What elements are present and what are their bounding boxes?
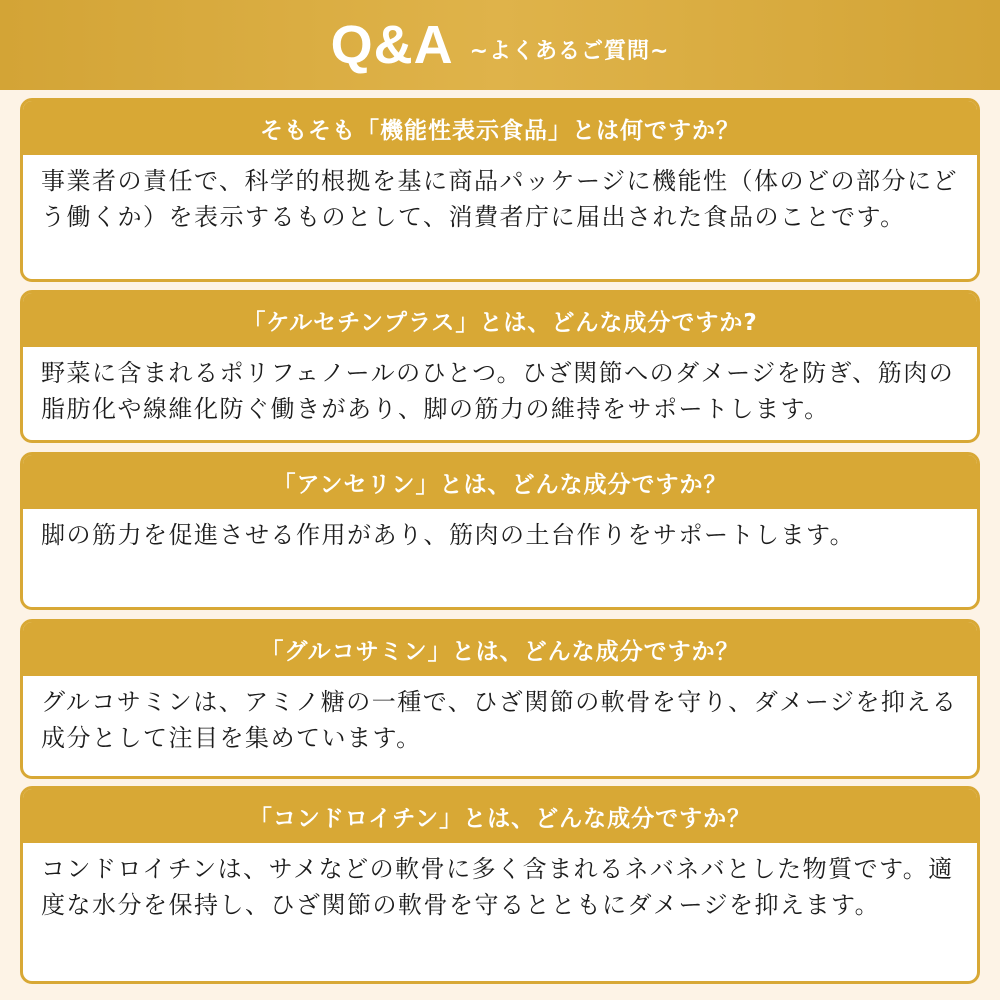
header-banner xyxy=(0,0,1000,90)
faq-item-chondroitin xyxy=(20,786,980,984)
page-title: Q&A xyxy=(330,15,454,75)
header-inner xyxy=(0,0,1000,90)
faq-question: 「コンドロイチン」とは、どんな成分ですか？ xyxy=(23,789,977,843)
faq-answer: 事業者の責任で、科学的根拠を基に商品パッケージに機能性（体のどの部分にどう働くか）を表示するものとして、消費者庁に届出された食品のことです。 xyxy=(41,167,959,231)
faq-item-glucosamine xyxy=(20,619,980,779)
faq-item-machine-function xyxy=(20,98,980,282)
faq-question: 「アンセリン」とは、どんな成分ですか？ xyxy=(23,455,977,509)
faq-question: 「グルコサミン」とは、どんな成分ですか？ xyxy=(23,622,977,676)
faq-item-anserine xyxy=(20,452,980,610)
page-subtitle: ~よくあるご質問~ xyxy=(469,38,670,64)
faq-answer: 野菜に含まれるポリフェノールのひとつ。ひざ関節へのダメージを防ぎ、筋肉の脂肪化や線維化防ぐ働きがあり、脚の筋力の維持をサポートします。 xyxy=(41,359,955,423)
faq-question: そもそも「機能性表示食品」とは何ですか？ xyxy=(23,101,977,155)
faq-answer: コンドロイチンは、サメなどの軟骨に多く含まれるネバネバとした物質です。適度な水分を保持し、ひざ関節の軟骨を守るとともにダメージを抑えます。 xyxy=(41,855,954,919)
faq-answer: グルコサミンは、アミノ糖の一種で、ひざ関節の軟骨を守り、ダメージを抑える成分として注目を集めています。 xyxy=(41,688,958,752)
faq-question: 「ケルセチンプラス」とは、どんな成分ですか? xyxy=(23,293,977,347)
faq-item-quercetin xyxy=(20,290,980,443)
faq-answer: 脚の筋力を促進させる作用があり、筋肉の土台作りをサポートします。 xyxy=(41,521,856,549)
